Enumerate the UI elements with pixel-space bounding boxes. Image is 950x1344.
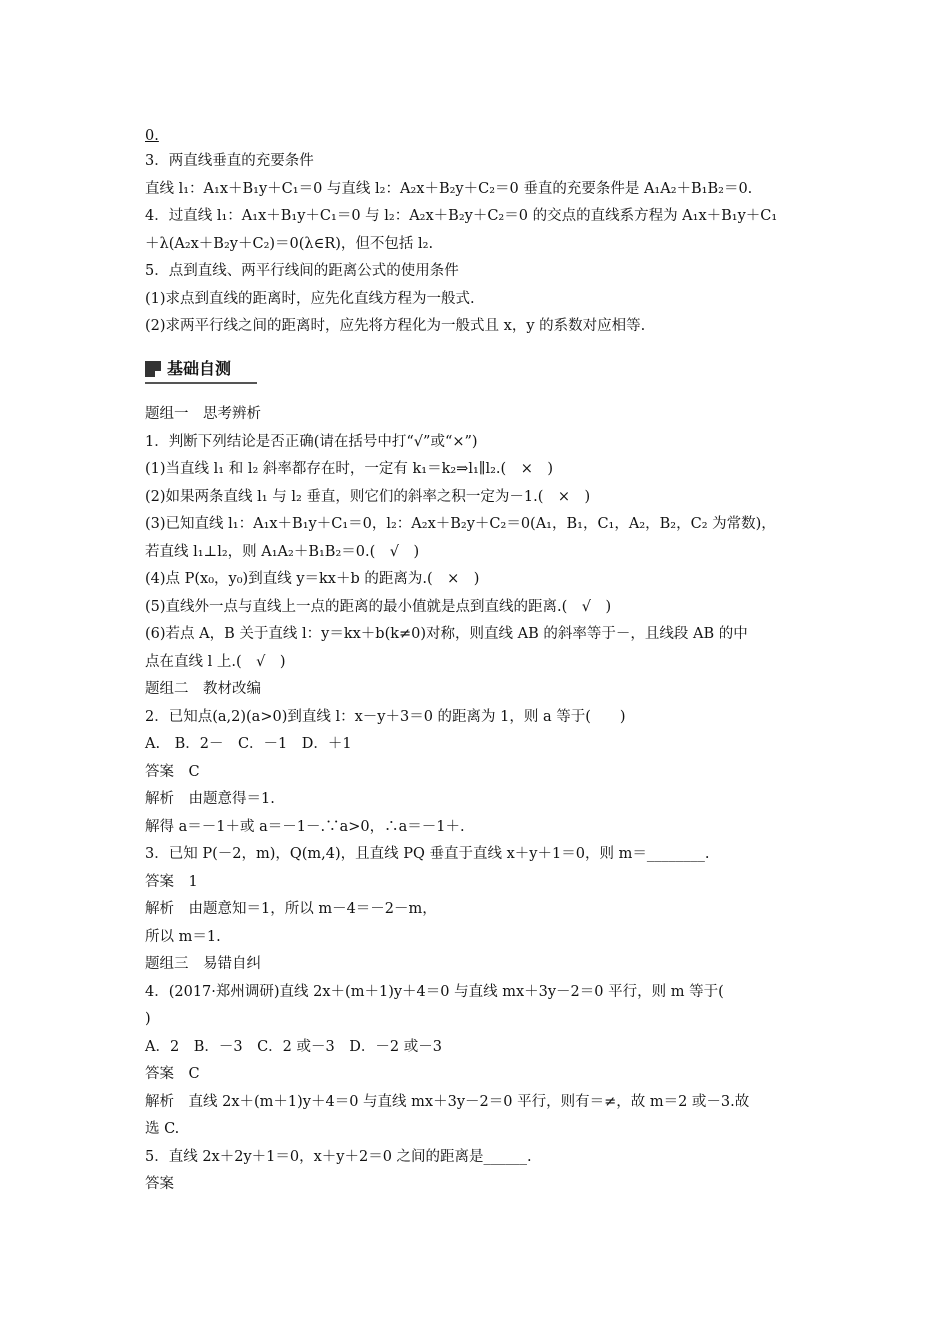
question-3: 3．已知 P(－2，m)，Q(m,4)，且直线 PQ 垂直于直线 x＋y＋1＝0，则 m＝________. — [145, 846, 710, 862]
question-3-analysis: 解析 由题意知＝1，所以 m－4＝－2－m， — [145, 901, 437, 917]
question-1-item-4: (4)点 P(x₀，y₀)到直线 y＝kx＋b 的距离为.( × ) — [145, 571, 480, 587]
question-4-analysis-cont: 选 C. — [145, 1121, 180, 1137]
heading-line-system: 4．过直线 l₁：A₁x＋B₁y＋C₁＝0 与 l₂：A₂x＋B₂y＋C₂＝0 的交点的直线系方程为 A₁x＋B₁y＋C₁ — [145, 208, 778, 224]
text-line-perpendicular: 直线 l₁：A₁x＋B₁y＋C₁＝0 与直线 l₂：A₂x＋B₂y＋C₂＝0 垂直的充要条件是 A₁A₂＋B₁B₂＝0. — [145, 181, 753, 197]
group-two-title: 题组二 教材改编 — [145, 681, 261, 697]
question-2-analysis-cont: 解得 a＝－1＋或 a＝－1－.∵a>0，∴a＝－1＋. — [145, 819, 465, 835]
section-underline — [145, 382, 257, 384]
question-1-item-3: (3)已知直线 l₁：A₁x＋B₁y＋C₁＝0，l₂：A₂x＋B₂y＋C₂＝0(A₁，B₁，C₁，A₂，B₂，C₂ 为常数)， — [145, 516, 776, 532]
question-4: 4．(2017·郑州调研)直线 2x＋(m＋1)y＋4＝0 与直线 mx＋3y－2＝0 平行，则 m 等于( — [145, 984, 724, 1000]
question-1: 1．判断下列结论是否正确(请在括号中打“√”或“×”) — [145, 434, 478, 450]
question-1-item-6: (6)若点 A，B 关于直线 l：y＝kx＋b(k≠0)对称，则直线 AB 的斜率等于－，且线段 AB 的中 — [145, 626, 748, 642]
question-2-analysis: 解析 由题意得＝1. — [145, 791, 275, 807]
question-1-item-6-cont: 点在直线 l 上.( √ ) — [145, 654, 286, 670]
question-5: 5．直线 2x＋2y＋1＝0，x＋y＋2＝0 之间的距离是______. — [145, 1149, 532, 1165]
heading-distance-formula: 5．点到直线、两平行线间的距离公式的使用条件 — [145, 263, 459, 279]
question-1-item-3-cont: 若直线 l₁⊥l₂，则 A₁A₂＋B₁B₂＝0.( √ ) — [145, 544, 420, 560]
text-distance-1: (1)求点到直线的距离时，应先化直线方程为一般式. — [145, 291, 475, 307]
question-1-item-2: (2)如果两条直线 l₁ 与 l₂ 垂直，则它们的斜率之积一定为－1.( × ) — [145, 489, 591, 505]
text-line-system-cont: ＋λ(A₂x＋B₂y＋C₂)＝0(λ∈R)，但不包括 l₂. — [145, 236, 434, 252]
question-1-item-1: (1)当直线 l₁ 和 l₂ 斜率都存在时，一定有 k₁＝k₂⇒l₁∥l₂.( × ) — [145, 461, 554, 477]
question-2-answer: 答案 C — [145, 764, 200, 780]
heading-perpendicular-condition: 3．两直线垂直的充要条件 — [145, 153, 314, 169]
text-distance-2: (2)求两平行线之间的距离时，应先将方程化为一般式且 x，y 的系数对应相等. — [145, 318, 646, 334]
section-title: 基础自测 — [167, 359, 232, 378]
question-2-options: A. B．2－ C．－1 D．＋1 — [145, 736, 352, 752]
question-4-cont: ) — [145, 1011, 151, 1027]
question-3-analysis-cont: 所以 m＝1. — [145, 929, 221, 945]
section-square-icon — [145, 361, 161, 377]
group-one-title: 题组一 思考辨析 — [145, 406, 261, 422]
question-2: 2．已知点(a,2)(a>0)到直线 l：x－y＋3＝0 的距离为 1，则 a 等于( ) — [145, 709, 626, 725]
question-3-answer: 答案 1 — [145, 874, 198, 890]
question-4-options: A．2 B．－3 C．2 或－3 D．－2 或－3 — [145, 1039, 442, 1055]
question-5-answer: 答案 — [145, 1176, 174, 1192]
question-4-answer: 答案 C — [145, 1066, 200, 1082]
text-line-cont-0: 0. — [145, 128, 159, 144]
question-1-item-5: (5)直线外一点与直线上一点的距离的最小值就是点到直线的距离.( √ ) — [145, 599, 612, 615]
question-4-analysis: 解析 直线 2x＋(m＋1)y＋4＝0 与直线 mx＋3y－2＝0 平行，则有＝≠，故 m＝2 或－3.故 — [145, 1094, 750, 1110]
group-three-title: 题组三 易错自纠 — [145, 956, 261, 972]
